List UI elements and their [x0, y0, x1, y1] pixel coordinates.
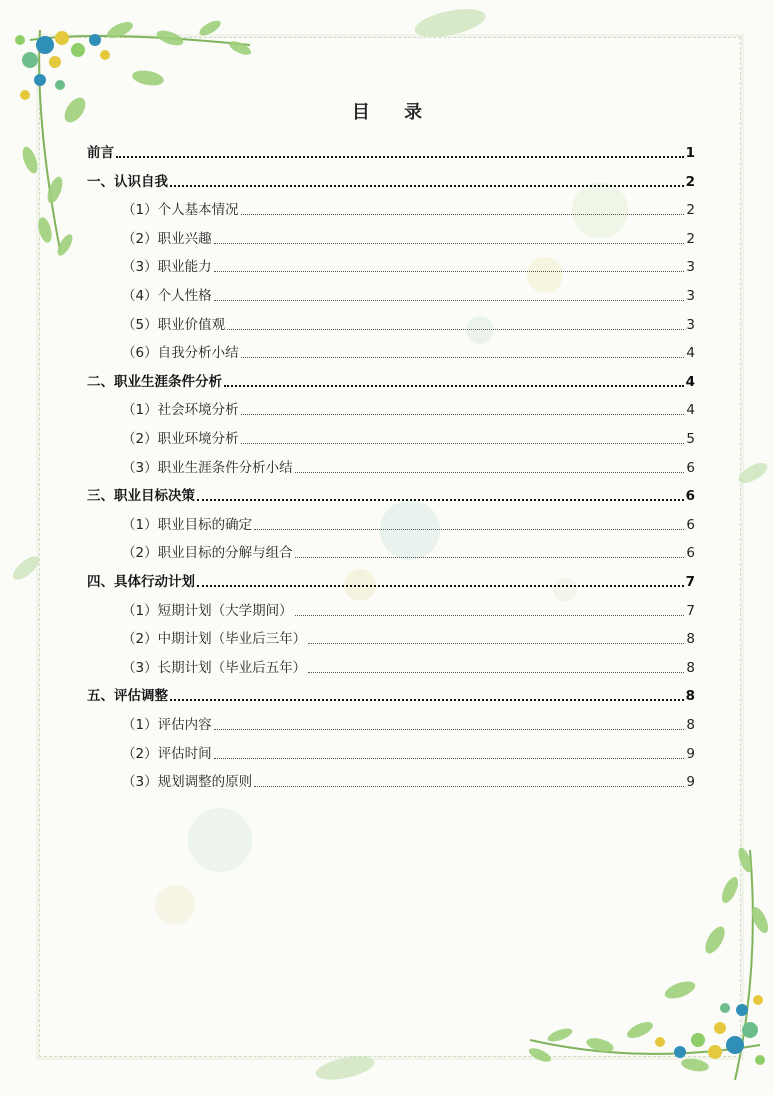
toc-dot-leader [295, 615, 685, 616]
toc-entry-label: （3）职业生涯条件分析小结 [122, 459, 293, 476]
toc-page-number: 1 [685, 145, 695, 161]
toc-page-number: 5 [686, 431, 695, 447]
toc-page-number: 4 [686, 345, 695, 362]
toc-subsection-entry[interactable] [0, 623, 774, 651]
toc-subsection-entry[interactable] [0, 309, 774, 337]
toc-entry-label: （5）职业价值观 [122, 316, 226, 333]
toc-entry-label: （6）自我分析小结 [122, 345, 239, 362]
toc-page-number: 3 [686, 259, 695, 276]
toc-page-number: 3 [686, 316, 695, 333]
toc-entry-line [122, 427, 695, 447]
toc-subsection-entry[interactable] [0, 280, 774, 308]
toc-subsection-entry[interactable] [0, 509, 774, 537]
toc-entry-line [122, 627, 695, 647]
toc-subsection-entry[interactable] [0, 394, 774, 422]
toc-entry-label: （1）短期计划（大学期间） [122, 602, 293, 619]
toc-entry-label: （3）职业能力 [122, 259, 212, 276]
toc-entry-line [122, 284, 695, 304]
toc-subsection-entry[interactable] [0, 194, 774, 222]
toc-dot-leader [295, 557, 685, 558]
toc-section-entry[interactable] [0, 480, 774, 508]
toc-page-number: 8 [686, 631, 695, 648]
toc-page-number: 6 [685, 488, 695, 505]
toc-dot-leader [254, 529, 684, 530]
toc-entry-line [122, 227, 695, 247]
toc-entry-line [122, 656, 695, 676]
toc-entry-line [87, 484, 695, 504]
toc-subsection-entry[interactable] [0, 709, 774, 737]
toc-page-number: 6 [686, 545, 695, 562]
toc-subsection-entry[interactable] [0, 595, 774, 623]
toc-page-number: 9 [686, 774, 695, 791]
toc-dot-leader [227, 329, 684, 330]
toc-dot-leader [295, 472, 685, 473]
toc-section-entry[interactable] [0, 166, 774, 194]
toc-entry-line [122, 599, 695, 619]
toc-entry-label: （1）职业目标的确定 [122, 516, 253, 533]
toc-subsection-entry[interactable] [0, 537, 774, 565]
toc-entry-label: （3）规划调整的原则 [122, 774, 253, 791]
toc-section-entry[interactable] [0, 366, 774, 394]
toc-entry-line [122, 456, 695, 476]
toc-entry-label: （2）职业兴趣 [122, 230, 212, 247]
toc-entry-line [122, 770, 695, 790]
toc-entry-label: （2）职业环境分析 [122, 431, 239, 447]
toc-entry-label: （1）个人基本情况 [122, 202, 239, 219]
toc-section-entry[interactable] [0, 566, 774, 594]
toc-page-number: 7 [686, 602, 695, 619]
toc-dot-leader [308, 672, 684, 673]
toc-page-number: 4 [686, 402, 695, 419]
toc-entry-line [122, 398, 695, 418]
toc-entry-line [87, 170, 695, 190]
toc-page-number: 8 [686, 659, 695, 676]
toc-dot-leader [241, 214, 685, 215]
toc-dot-leader [197, 499, 684, 501]
toc-dot-leader [197, 585, 684, 587]
toc-section-entry[interactable] [0, 137, 774, 165]
toc-entry-label: 五、评估调整 [87, 688, 168, 705]
toc-page-number: 6 [686, 459, 695, 476]
toc-entry-line [87, 684, 695, 704]
toc-page-number: 3 [686, 288, 695, 304]
toc-dot-leader [214, 300, 685, 301]
toc-entry-line [122, 513, 695, 533]
toc-dot-leader [116, 156, 684, 158]
toc-entry-label: （2）中期计划（毕业后三年） [122, 631, 307, 648]
toc-page-number: 6 [686, 516, 695, 533]
toc-page-number: 8 [686, 717, 695, 733]
toc-dot-leader [170, 185, 684, 187]
toc-dot-leader [214, 758, 685, 759]
toc-entry-label: 三、职业目标决策 [87, 488, 195, 505]
toc-entry-label: 四、具体行动计划 [87, 574, 195, 590]
toc-entry-label: 二、职业生涯条件分析 [87, 373, 222, 390]
toc-title: 目 录 [351, 102, 437, 123]
toc-dot-leader [241, 443, 685, 444]
toc-dot-leader [241, 414, 685, 415]
toc-dot-leader [224, 385, 684, 387]
toc-entry-label: （1）社会环境分析 [122, 402, 239, 419]
toc-dot-leader [170, 699, 684, 701]
toc-entry-line [122, 313, 695, 333]
toc-page-number: 8 [685, 688, 695, 705]
toc-entry-label: （3）长期计划（毕业后五年） [122, 659, 307, 676]
toc-entry-label: 前言 [87, 145, 114, 161]
toc-entry-line [122, 713, 695, 733]
toc-entry-label: 一、认识自我 [87, 173, 168, 190]
toc-entry-line [122, 198, 695, 218]
toc-page-number: 4 [685, 373, 695, 390]
toc-dot-leader [214, 271, 685, 272]
toc-subsection-entry[interactable] [0, 423, 774, 451]
toc-dot-leader [241, 357, 685, 358]
toc-subsection-entry[interactable] [0, 652, 774, 680]
toc-subsection-entry[interactable] [0, 251, 774, 279]
toc-page-number: 7 [685, 574, 695, 590]
toc-dot-leader [214, 243, 685, 244]
toc-subsection-entry[interactable] [0, 766, 774, 794]
toc-subsection-entry[interactable] [0, 223, 774, 251]
toc-dot-leader [254, 786, 684, 787]
toc-entry-label: （1）评估内容 [122, 717, 212, 733]
toc-entry-line [87, 370, 695, 390]
toc-subsection-entry[interactable] [0, 452, 774, 480]
toc-page-number: 2 [686, 202, 695, 219]
toc-page-number: 2 [686, 230, 695, 247]
toc-entry-label: （2）评估时间 [122, 745, 212, 762]
toc-section-entry[interactable] [0, 680, 774, 708]
toc-page-number: 2 [685, 173, 695, 190]
toc-dot-leader [308, 643, 684, 644]
toc-entry-label: （2）职业目标的分解与组合 [122, 545, 293, 562]
toc-subsection-entry[interactable] [0, 738, 774, 766]
toc-entry-line [87, 141, 695, 161]
toc-page-number: 9 [686, 745, 695, 762]
toc-entry-line [122, 541, 695, 561]
toc-entry-line [87, 570, 695, 590]
toc-subsection-entry[interactable] [0, 337, 774, 365]
toc-entry-label: （4）个人性格 [122, 288, 212, 304]
toc-entry-line [122, 341, 695, 361]
toc-entry-line [122, 742, 695, 762]
toc-dot-leader [214, 729, 685, 730]
toc-entry-line [122, 255, 695, 275]
